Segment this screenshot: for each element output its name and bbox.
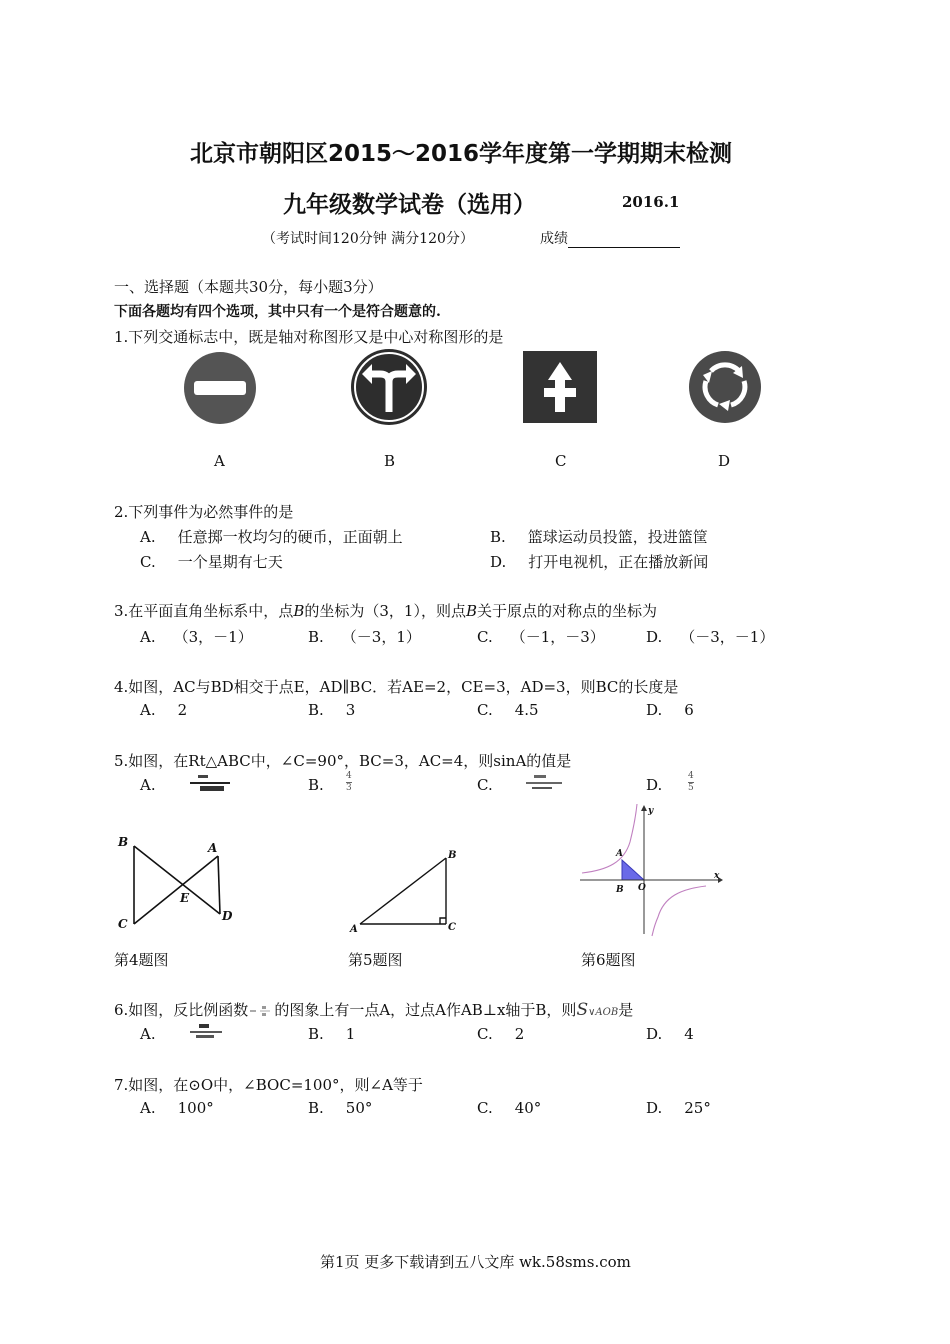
page-subtitle: 九年级数学试卷（选用） [283,192,536,218]
q2-option-a: A. 任意掷一枚均匀的硬币，正面朝上 [140,528,403,546]
q5-stem: 5.如图，在Rt△ABC中，∠C=90°，BC=3，AC=4，则sinA的值是 [114,752,572,770]
no-entry-sign-icon [180,348,260,428]
q2-option-c: C. 一个星期有七天 [140,553,283,571]
fig6-label-x: x [714,871,720,881]
q7-option-b: B. 50° [308,1099,373,1117]
fig6-caption: 第6题图 [581,951,636,969]
fig5-label-c: C [448,922,456,933]
fig6-label-y: y [648,806,654,816]
page-title: 北京市朝阳区2015～2016学年度第一学期期末检测 [190,141,733,167]
section-heading: 一、选择题（本题共30分，每小题3分） [114,278,383,296]
q6-option-c: C. 2 [477,1025,525,1043]
figure-4 [112,832,238,936]
q7-option-a: A. 100° [140,1099,214,1117]
fig6-label-o: O [638,883,646,893]
q3-stem: 3.在平面直角坐标系中，点B的坐标为（3，1），则点B关于原点的对称点的坐标为 [114,602,657,620]
q5-option-d-fraction: 4 5 [688,771,694,793]
fig6-label-a: A [616,849,623,859]
fig4-caption: 第4题图 [114,951,169,969]
fig5-label-b: B [448,850,457,861]
fig4-label-e: E [180,891,190,905]
q5-option-c-fraction-icon [522,772,566,794]
fig5-caption: 第5题图 [348,951,403,969]
roundabout-sign-icon [686,348,764,426]
q5-option-a-fraction-icon [186,772,234,794]
fig4-label-c: C [118,917,128,931]
score-field [540,228,680,248]
q1-label-b: B [384,452,396,470]
q3-option-a: A. （3，－1） [140,628,253,646]
q5-option-b-fraction: 4 3 [346,771,352,793]
q1-label-a: A [214,452,225,470]
q5-option-b: B. [308,776,324,794]
q4-option-b: B. 3 [308,701,356,719]
figure-5 [344,842,464,936]
q2-stem: 2.下列事件为必然事件的是 [114,503,294,521]
fig6-label-b: B [616,885,624,895]
q4-stem: 4.如图，AC与BD相交于点E，AD∥BC．若AE=2，CE=3，AD=3，则BC的长度是 [114,678,679,696]
q7-stem: 7.如图，在⊙O中，∠BOC=100°，则∠A等于 [114,1076,423,1094]
section-instruction: 下面各题均有四个选项，其中只有一个是符合题意的. [114,304,441,320]
figure-6 [578,802,726,938]
crossroads-sign-icon [522,350,598,424]
exam-date: 2016.1 [622,193,680,211]
score-label: 成绩 [540,231,568,247]
q1-label-d: D [718,452,731,470]
left-right-turn-sign-icon [348,346,430,428]
fig5-label-a: A [350,924,358,935]
fig4-label-d: D [222,909,233,923]
q4-option-a: A. 2 [140,701,188,719]
q1-label-c: C [555,452,567,470]
exam-info: （考试时间120分钟 满分120分） [262,231,474,247]
q6-option-b: B. 1 [308,1025,356,1043]
q3-option-d: D. （－3，－1） [646,628,775,646]
q3-option-b: B. （－3，1） [308,628,421,646]
q6-stem: 6.如图，反比例函数 的图象上有一点A，过点A作AB⊥x轴于B，则S∨AOB是 [114,1000,634,1020]
q1-stem: 1.下列交通标志中，既是轴对称图形又是中心对称图形的是 [114,328,504,346]
q5-option-d: D. [646,776,663,794]
q3-option-c: C. （－1，－3） [477,628,605,646]
fig4-label-b: B [118,835,129,849]
q6-option-a-fraction-icon [186,1022,226,1042]
q4-option-c: C. 4.5 [477,701,539,719]
q6-option-a: A. [140,1025,156,1043]
q6-function-fraction-icon [248,1004,274,1018]
q2-option-d: D. 打开电视机，正在播放新闻 [490,553,709,571]
fig4-label-a: A [208,841,218,855]
q5-option-a: A. [140,776,156,794]
q7-option-c: C. 40° [477,1099,542,1117]
score-blank [568,231,680,248]
q6-option-d: D. 4 [646,1025,694,1043]
q7-option-d: D. 25° [646,1099,711,1117]
q4-option-d: D. 6 [646,701,694,719]
q2-option-b: B. 篮球运动员投篮，投进篮筐 [490,528,708,546]
q5-option-c: C. [477,776,493,794]
page-footer: 第1页 更多下载请到五八文库 wk.58sms.com [320,1253,631,1271]
